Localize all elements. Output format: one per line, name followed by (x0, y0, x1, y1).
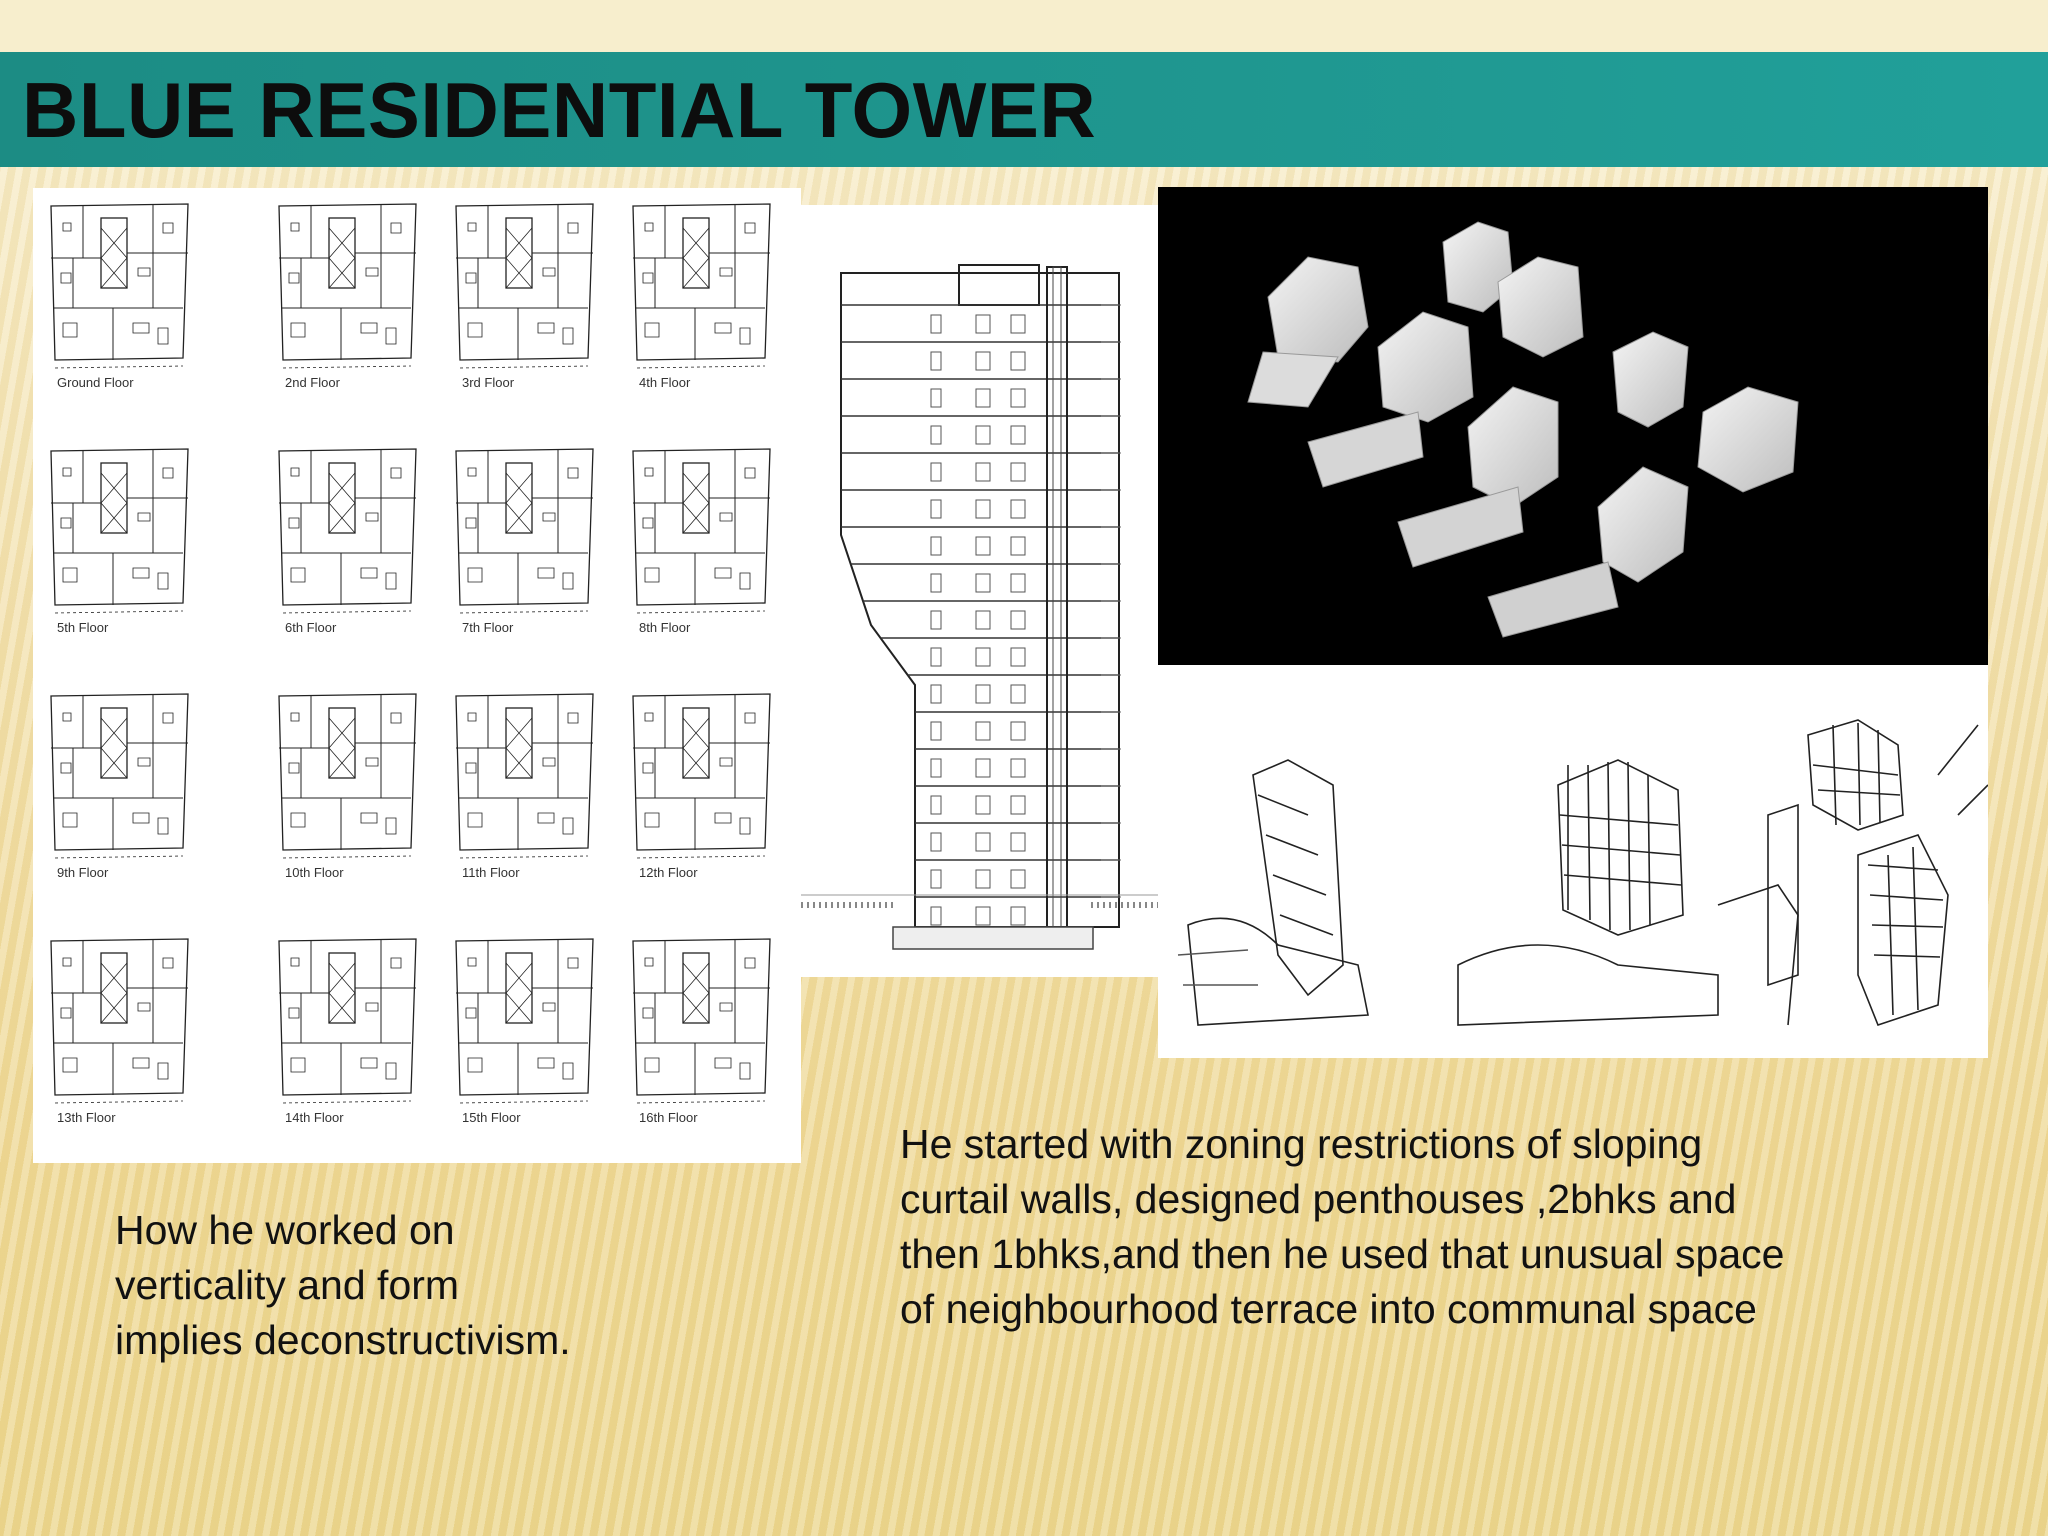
caption-right-line: of neighbourhood terrace into communal space (900, 1286, 1757, 1332)
concept-sketches-image (1158, 665, 1988, 1058)
caption-right-line: He started with zoning restrictions of sloping (900, 1121, 1703, 1167)
floor-plan-drawing (43, 933, 198, 1106)
floor-plan-drawing (625, 933, 780, 1106)
floor-plan-label: 16th Floor (639, 1110, 698, 1125)
floor-plans-grid (33, 188, 801, 1163)
caption-left-line: implies deconstructivism. (115, 1317, 571, 1363)
floor-plan (625, 198, 780, 390)
floor-plan-label: 14th Floor (285, 1110, 344, 1125)
title-bar (0, 52, 2048, 167)
floor-plan-drawing (625, 198, 780, 371)
floor-plan (43, 933, 198, 1125)
floor-plan (43, 198, 198, 390)
floor-plan (271, 198, 426, 390)
floor-plan-drawing (448, 933, 603, 1106)
floor-plan-label: 11th Floor (462, 865, 520, 880)
caption-right (900, 1117, 1940, 1337)
floor-plan-drawing (271, 198, 426, 371)
section-drawing-image (801, 205, 1161, 977)
floor-plan-label: 9th Floor (57, 865, 109, 880)
floor-plan (625, 443, 780, 635)
floor-plan-drawing (43, 688, 198, 861)
floor-plan-label: 4th Floor (639, 375, 691, 390)
floor-plan (271, 933, 426, 1125)
floor-plan-label: 2nd Floor (285, 375, 340, 390)
slide-top-band (0, 0, 2048, 52)
slide-title: BLUE RESIDENTIAL TOWER (22, 66, 1097, 154)
massing-model-svg (1158, 187, 1988, 665)
massing-model-photo (1158, 187, 1988, 665)
floor-plan-drawing (271, 443, 426, 616)
floor-plan-drawing (271, 688, 426, 861)
floor-plan (43, 688, 198, 880)
floor-plan-label: 3rd Floor (462, 375, 515, 390)
section-drawing-svg (801, 205, 1161, 977)
floor-plan-drawing (43, 443, 198, 616)
floor-plan (271, 443, 426, 635)
floor-plan (448, 198, 603, 390)
floor-plan-label: 8th Floor (639, 620, 691, 635)
floor-plan-label: 15th Floor (462, 1110, 521, 1125)
floor-plans-image (33, 188, 801, 1163)
floor-plan-label: 12th Floor (639, 865, 698, 880)
floor-plan (43, 443, 198, 635)
floor-plan-label: 10th Floor (285, 865, 344, 880)
floor-plan-label: 6th Floor (285, 620, 337, 635)
floor-plan-label: 13th Floor (57, 1110, 116, 1125)
floor-plan (625, 688, 780, 880)
caption-left (115, 1203, 675, 1368)
caption-left-line: verticality and form (115, 1262, 460, 1308)
floor-plan-drawing (448, 198, 603, 371)
caption-left-line: How he worked on (115, 1207, 455, 1253)
floor-plan-label: 7th Floor (462, 620, 514, 635)
floor-plan (448, 688, 603, 880)
caption-right-line: then 1bhks,and then he used that unusual space (900, 1231, 1785, 1277)
floor-plan-drawing (625, 443, 780, 616)
floor-plan (271, 688, 426, 880)
caption-right-line: curtail walls, designed penthouses ,2bhks and (900, 1176, 1737, 1222)
floor-plan-drawing (271, 933, 426, 1106)
floor-plan-drawing (448, 443, 603, 616)
floor-plan-drawing (625, 688, 780, 861)
floor-plan-drawing (43, 198, 198, 371)
floor-plan-drawing (448, 688, 603, 861)
floor-plan (448, 933, 603, 1125)
concept-sketches-svg (1158, 665, 1988, 1058)
floor-plan-label: 5th Floor (57, 620, 109, 635)
floor-plan-label: Ground Floor (57, 375, 134, 390)
floor-plan (625, 933, 780, 1125)
floor-plan (448, 443, 603, 635)
